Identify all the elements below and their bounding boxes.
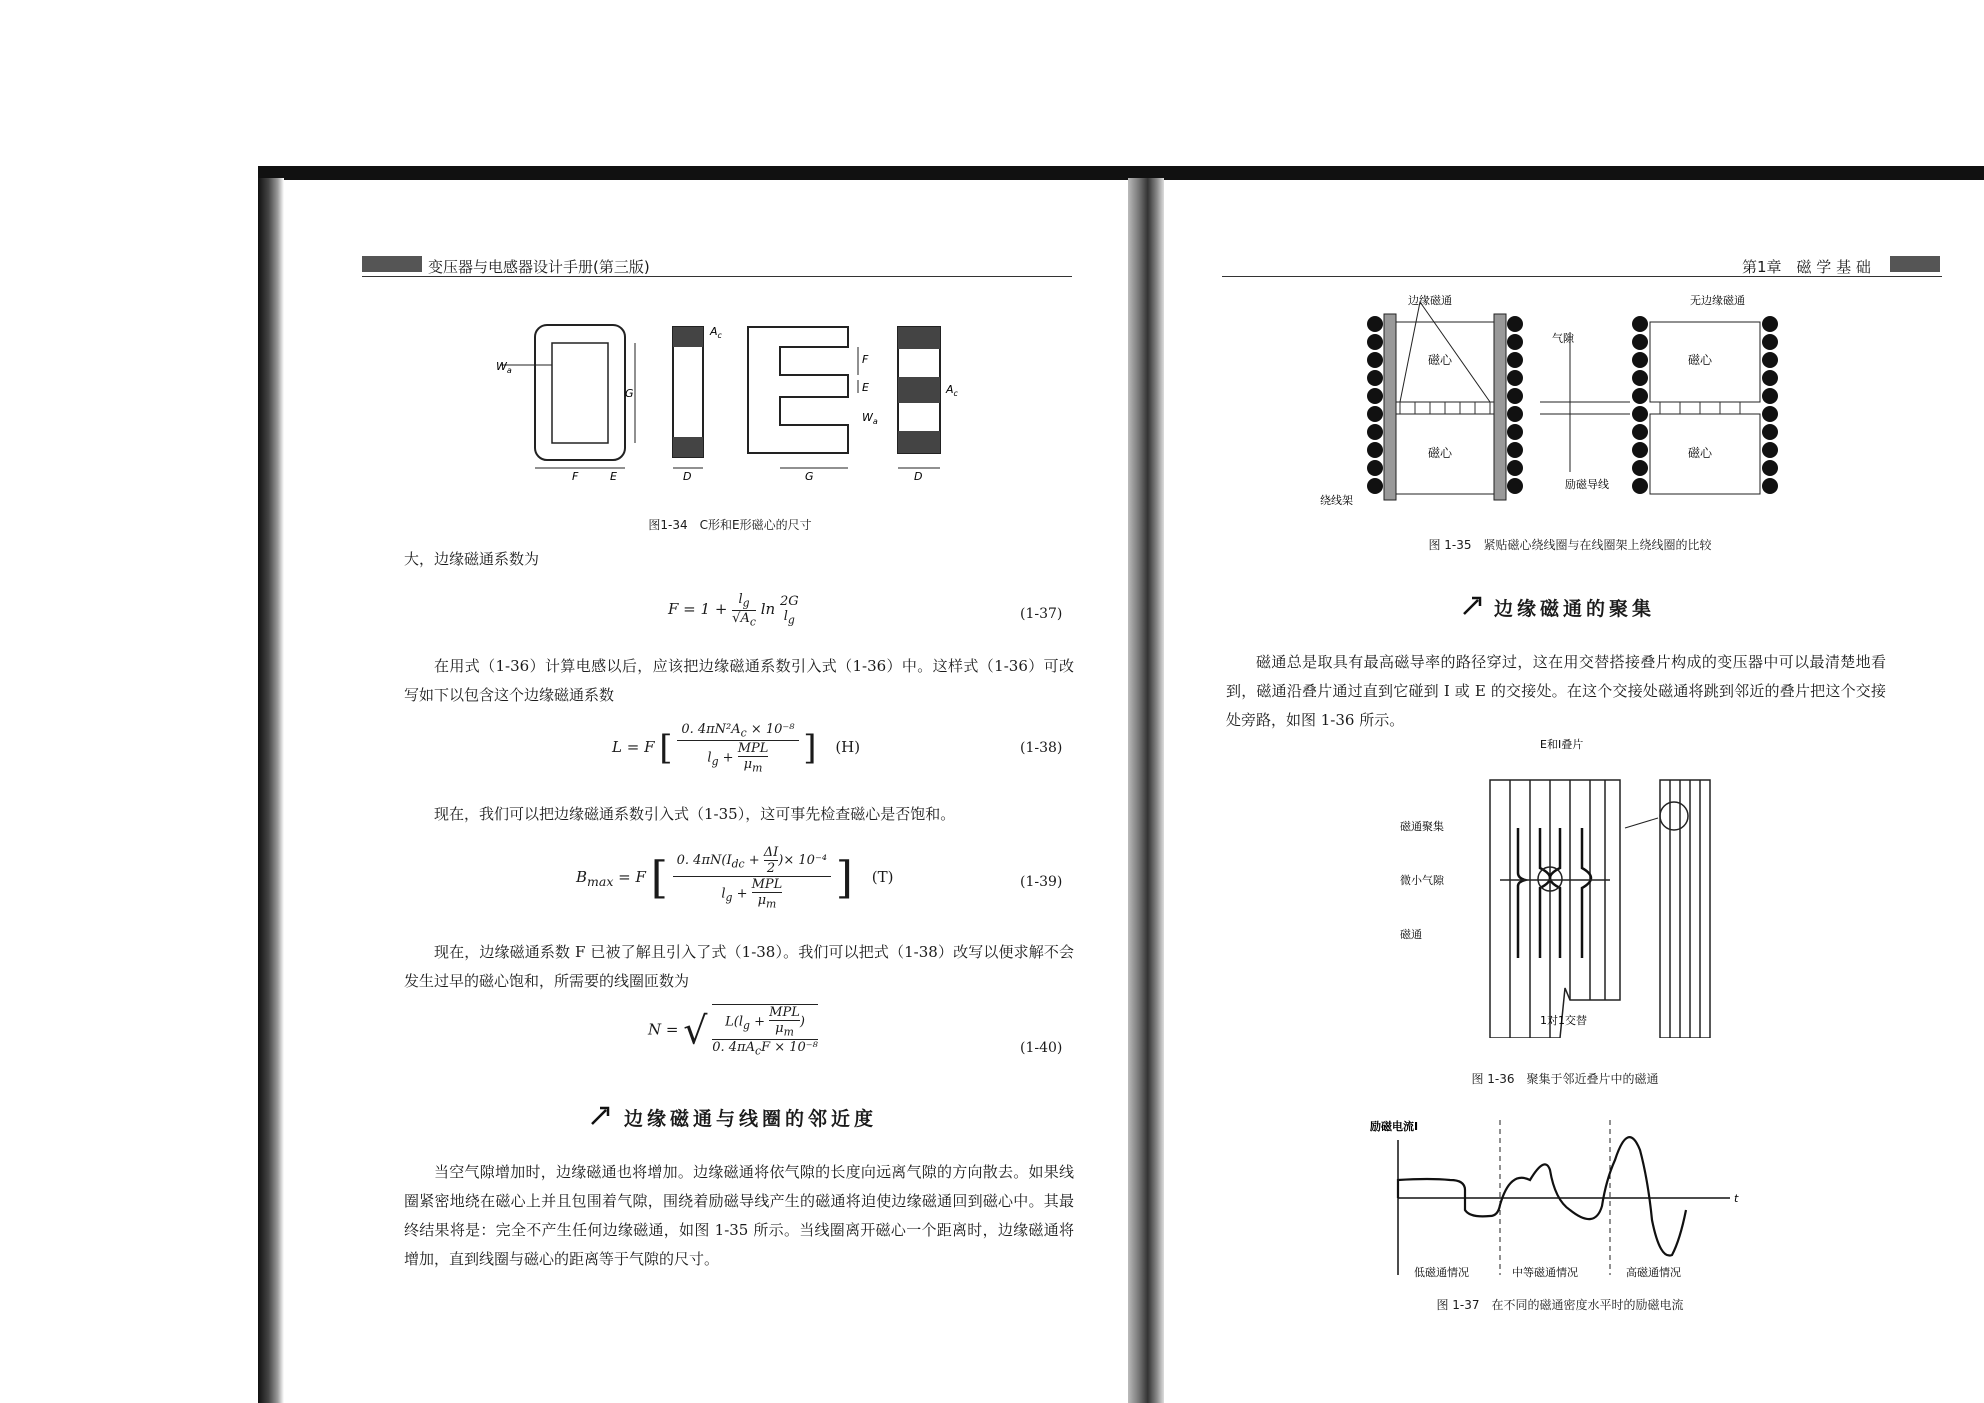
eq40-lhs: N =	[648, 1020, 684, 1039]
label-wire: 励磁导线	[1565, 478, 1609, 491]
equation-1-40	[648, 1004, 818, 1057]
label-core-3: 磁心	[1688, 353, 1713, 367]
figure-1-35	[1320, 292, 1820, 512]
left-fringe-arrows	[1400, 402, 1490, 414]
label-core-1: 磁心	[1428, 353, 1453, 367]
label-one-to-one: 1对1交替	[1540, 1014, 1587, 1027]
label-no-fringe: 无边缘磁通	[1690, 294, 1745, 307]
c-core-window	[552, 343, 608, 443]
label-mid-flux: 中等磁通情况	[1512, 1266, 1578, 1279]
eq39-bracket-open: [	[650, 852, 668, 904]
right-winding-left	[1632, 316, 1648, 494]
zoom-arrow	[1625, 818, 1658, 828]
eq39-den: $l_g$ + MPL $\mu_m$	[721, 877, 783, 911]
label-gap: 气隙	[1552, 332, 1574, 345]
figure-1-34-caption: 图1-34 C形和E形磁心的尺寸	[648, 518, 812, 532]
book-gutter	[1128, 178, 1164, 1403]
right-header-title: 第1章 磁 学 基 础	[1742, 258, 1871, 276]
e-core-side-section-1	[898, 327, 940, 349]
section-marker-icon	[590, 1104, 612, 1126]
eq39-unit: (T)	[871, 867, 894, 886]
c-core-side-bottom-section	[673, 437, 703, 457]
right-section-title: 边缘磁通的聚集	[1494, 598, 1656, 620]
label-micro-gap: 微小气隙	[1400, 874, 1444, 887]
label-fringe: 边缘磁通	[1408, 294, 1452, 307]
eq37-fraction-2-num: 2G	[779, 593, 799, 609]
eq37-fraction-1-num: $l_g$	[732, 592, 756, 611]
c-core-outer	[535, 325, 625, 460]
x-axis-label: t	[1734, 1192, 1739, 1205]
left-paragraph-3: 现在，我们可以把边缘磁通系数引入式（1-35），这可事先检查磁心是否饱和。	[434, 805, 956, 823]
right-winding-right	[1762, 316, 1778, 494]
eq38-bracket-open: [	[659, 728, 673, 769]
label-flux-crowding: 磁通聚集	[1400, 820, 1444, 833]
left-header-badge	[362, 256, 422, 272]
eq38-number: (1-38)	[1020, 740, 1063, 756]
c-core-side-top-section	[673, 327, 703, 347]
eq39-bracket-close: ]	[835, 852, 853, 904]
f-label-right: F	[862, 353, 869, 366]
d-label-left: D	[683, 470, 692, 483]
label-bobbin: 绕线架	[1320, 494, 1353, 507]
eq37-fraction-2-den: $l_g$	[783, 608, 795, 627]
wa-label-left: $W_a$	[496, 360, 512, 375]
label-low-flux: 低磁通情况	[1414, 1266, 1469, 1279]
left-section-title: 边缘磁通与线圈的邻近度	[624, 1108, 878, 1130]
eq38-lhs: L = F	[612, 738, 655, 757]
figure-1-35-caption: 图 1-35 紧贴磁心绕线圈与在线圈架上绕线圈的比较	[1428, 538, 1712, 552]
eq37-fraction-2	[780, 594, 799, 627]
wa-label-right: $W_a$	[862, 411, 878, 426]
alternating-stack-zoom-circle	[1660, 802, 1688, 830]
eq37-lhs: F = 1 +	[668, 600, 733, 619]
e-core-shape	[748, 327, 848, 453]
left-bobbin-left	[1384, 314, 1396, 500]
g-label-right: G	[805, 470, 814, 483]
section-marker-icon-right	[1462, 594, 1484, 616]
right-header-rule	[1222, 276, 1942, 277]
eq37-ln: ln	[760, 600, 780, 619]
eq38-bracket-close: ]	[803, 728, 817, 769]
right-paragraph-1: 磁通总是取具有最高磁导率的路径穿过，这在用交替搭接叠片构成的变压器中可以最清楚地看到，磁通沿叠片通过直到它碰到 I 或 E 的交接处。在这个交接处磁通将跳到邻近的叠片把这个交接处旁路，如图 1-36 所示。	[1226, 653, 1886, 729]
eq37-fraction-1	[732, 592, 756, 628]
label-core-2: 磁心	[1428, 446, 1453, 460]
left-paragraph-1: 大，边缘磁通系数为	[404, 550, 540, 568]
label-high-flux: 高磁通情况	[1626, 1266, 1681, 1279]
figure-1-36	[1400, 738, 1730, 1038]
eq37-number: (1-37)	[1020, 606, 1063, 622]
eq39-number: (1-39)	[1020, 874, 1063, 890]
equation-1-39	[576, 845, 893, 911]
ac-label-left: $A_c$	[710, 325, 722, 340]
scan-left-edge	[258, 178, 284, 1403]
ac-label-right: $A_c$	[946, 383, 958, 398]
right-flux-arrows	[1660, 402, 1740, 414]
eq38-den: $l_g$ + MPL $\mu_m$	[707, 740, 769, 775]
left-header-title: 变压器与电感器设计手册(第三版)	[428, 258, 650, 276]
y-axis-label: 励磁电流I	[1370, 1120, 1419, 1133]
scan-top-band	[258, 166, 1984, 180]
left-paragraph-5: 当空气隙增加时，边缘磁通也将增加。边缘磁通将依气隙的长度向远离气隙的方向散去。如果线圈紧密地绕在磁心上并且包围着气隙，围绕着励磁导线产生的磁通将迫使边缘磁通回到磁心中。其最终结果将是：完全不产生任何边缘磁通，如图 1-35 所示。当线圈离开磁心一个距离时，边缘磁通将增加，直到线圈与磁心的距离等于气隙的尺寸。	[404, 1163, 1074, 1268]
eq40-den: 0. $4\pi A_cF \times 10^{-8}$	[712, 1039, 818, 1058]
alternating-stack	[1660, 780, 1710, 1038]
label-core-4: 磁心	[1688, 446, 1713, 460]
figure-1-36-caption: 图 1-36 聚集于邻近叠片中的磁通	[1471, 1072, 1659, 1086]
left-header-rule	[362, 276, 1072, 277]
e-core-side-section-3	[898, 431, 940, 453]
excitation-current-curve	[1398, 1137, 1686, 1255]
e-label-right: E	[862, 381, 869, 394]
eq39-num: 0. $4\pi N(I_{dc}$ + $\frac{\Delta I}{2}$ )× 10⁻⁴	[673, 845, 831, 877]
eq38-num: 0. $4\pi N^2A_c \times 10^{-8}$	[677, 722, 798, 741]
left-paragraph-2: 在用式（1-36）计算电感以后，应该把边缘磁通系数引入式（1-36）中。这样式（1-36）可改写如下以包含这个边缘磁通系数	[404, 657, 1074, 704]
eq38-unit: (H)	[835, 738, 861, 757]
eq40-fraction	[712, 1004, 818, 1057]
d-label-right: D	[914, 470, 923, 483]
equation-1-38	[612, 722, 860, 774]
label-e-i-laminations: E和I叠片	[1540, 738, 1584, 751]
eq39-fraction	[673, 845, 831, 911]
eq37-fraction-1-den: $√A_c$	[732, 610, 756, 629]
label-flux: 磁通	[1400, 928, 1422, 941]
f-label-left: F	[572, 470, 579, 483]
eq40-number: (1-40)	[1020, 1040, 1063, 1056]
figure-1-34	[480, 305, 1000, 485]
e-label-left: E	[610, 470, 617, 483]
left-winding-right	[1507, 316, 1523, 494]
eq40-num: $L(l_g$ + MPL $\mu_m$ )	[712, 1005, 818, 1040]
left-winding-left	[1367, 316, 1383, 494]
eq39-lhs: $B_{max} = F$	[576, 867, 646, 889]
e-core-side-section-2	[898, 377, 940, 403]
left-paragraph-4: 现在，边缘磁通系数 F 已被了解且引入了式（1-38）。我们可以把式（1-38）改写以便求解不会发生过早的磁心饱和，所需要的线圈匝数为	[404, 943, 1074, 990]
eq40-radical: √	[683, 1008, 708, 1053]
equation-1-37	[668, 592, 799, 628]
left-bobbin-right	[1494, 314, 1506, 500]
g-label-left: G	[625, 387, 634, 400]
eq38-fraction	[677, 722, 798, 774]
right-header-badge	[1890, 256, 1940, 272]
figure-1-37	[1370, 1110, 1750, 1280]
figure-1-37-caption: 图 1-37 在不同的磁通密度水平时的励磁电流	[1436, 1298, 1684, 1312]
